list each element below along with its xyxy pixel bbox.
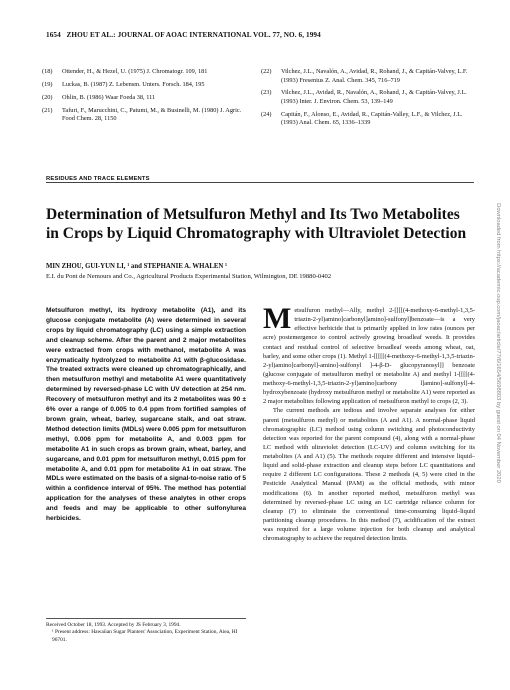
reference-item: (21) Tafuri, F., Marucchini, C., Patumi, M., & Businelli, M. (1980) J. Agric. Food Chem. 28, 1150 xyxy=(42,106,242,123)
authors: MIN ZHOU, GUI-YUN LI, ¹ and STEPHANIE A. WHALEN ¹ xyxy=(46,263,228,270)
footnote-divider xyxy=(46,618,246,619)
article-title: Determination of Metsulfuron Methyl and Its Two Metabolites in Crops by Liquid Chromatography with Ultraviolet Detection xyxy=(46,206,467,242)
reference-item: (22) Vilchez, J.L., Navalón, A., Avidad, R., Rohand, J., & Capitán-Valvey, L.F. (1993) Fresenius Z. Anal. Chem. 345, 716–719 xyxy=(261,68,468,84)
download-watermark-text: Downloaded from https://academic.oup.com/jaoac/article/77/6/1654/5698803 by guest on 04 November 2020 xyxy=(495,203,501,483)
journal-line: ZHOU ET AL.: JOURNAL OF AOAC INTERNATIONAL VOL. 77, NO. 6, 1994 xyxy=(66,31,321,39)
footnote xyxy=(46,622,246,644)
affiliation: E.I. du Pont de Nemours and Co., Agricultural Products Experimental Station, Wilmington, DE 19880-0402 xyxy=(46,273,332,280)
intro-paragraph: Metsulfuron methyl—Ally, methyl 2-[[[[(4-methoxy-6-methyl-1,3,5-triazin-2-yl)amino]carbonyl]amino]-sulfonyl]benzoate—is a very effective herbicide that is primarily applied in low rates (ounces per acre) postemergence to control actively growing broadleaf weeds. It provides contact and residual control of selective broadleaf weeds among wheat, oat, barley, and some other crops (1). Methyl 1-[[[[[(4-methoxy-6-methyl-1,3,5-triazin-2-yl)amino]carbonyl]-amino]-sulfonyl ]-4-β-D- glucopyranosyl]] benzoate (glucose conjugate of metsulfuron methyl or metabolite A) and methyl 1-[[[[(4-methoxy-6-methyl-1,3,5-triazin-2-yl)amino]carbony l]amino]-sulfonyl]-4-hydroxybenzoate (hydroxy metsulfuron methyl or metabolite A1) were reported as 2 major metabolites following application of metsulfuron methyl to crops (2, 3). xyxy=(263,302,476,406)
body-text xyxy=(263,302,476,543)
reference-item: (24) Capitán, F., Alonso, E., Avidad, R., Capitán-Valley, L.F., & Vilchez, J.L. (1993) Anal. Chem. 65, 1336–1339 xyxy=(261,110,463,127)
references-left-column xyxy=(42,68,247,128)
present-address-note: ¹ Present address: Hawaiian Sugar Planters' Association, Experiment Station, Aiea, HI 96701. xyxy=(52,629,238,643)
abstract: Metsulfuron methyl, its hydroxy metabolite (A1), and its glucose conjugate metabolite (A) were determined in several crops by liquid chromatography (LC) using a simple extraction and cleanup scheme. After the parent and 2 major metabolites were extracted from crops with methanol, metabolite A was enzymatically hydrolyzed to metabolite A1 with β-glucosidase. The treated extracts were cleaned up chromatographically, and then metsulfuron methyl and metabolite A1 were quantitatively determined by reversed-phase LC with UV detection at 254 nm. Recovery of metsulfuron methyl and its 2 metabolites was 90 ± 6% over a range of 0.005 to 0.4 ppm from fortified samples of brown grain, wheat, barley, sugarcane stalk, and oat straw. Method detection limits (MDLs) were 0.005 ppm for metsulfuron methyl, 0.006 ppm for metabolite A, and 0.003 ppm for metabolite A1 in such crops as brown grain, wheat, barley, and sugarcane, and 0.01 ppm for metsulfuron methyl, 0.015 ppm for metabolite A, and 0.01 ppm for metabolite A1 in oat straw. The MDLs were estimated on the basis of a signal-to-noise ratio of 5 within a confidence interval of 95%. The method has potential application for the analyses of these analytes in other crops and feeds and may be applicable to other sulfonylurea herbicides. xyxy=(46,307,246,523)
references-right-column xyxy=(261,68,476,132)
reference-item: (23) Vilchez, J.L., Avidad, R., Navalón, A., Rohand, J., & Capitán-Valvey, J.L. (1993) Inter. J. Environ. Chem. 53, 139–149 xyxy=(261,89,467,105)
reference-item: (20) Ohlin, B. (1986) Waar Foeda 38, 111 xyxy=(42,93,156,101)
section-label: RESIDUES AND TRACE ELEMENTS xyxy=(46,176,154,182)
reference-item: (19) Luckas, B. (1987) Z. Lebensm. Unters. Forsch. 184, 195 xyxy=(42,80,205,88)
drop-cap: M xyxy=(263,302,292,335)
methods-paragraph: The current methods are tedious and involve separate analyses for either parent (metsulfuron methyl) or metabolites (A and A1). A normal-phase liquid chromatographic (LC) method using column switching and photoconductivity detection was reported for the parent compound (4), along with a normal-phase LC method with ultraviolet detection (LC-UV) and column switching for its metabolites (A and A1) (5). The methods require different and intensive liquid–liquid and solid-phase extraction and cleanup steps before LC quantitations and require 2 different LC configurations. These 2 methods (4, 5) were cited in the Pesticide Analytical Manual (PAM) as the official methods, with minor modifications (6). In another reported method, metsulfuron methyl was determined by reversed-phase LC using an LC cartridge reliance column for cleanup (7) to eliminate the conventional time-consuming liquid–liquid partitioning cleanup procedures. In this method (7), acidification of the extract was required for a large volume injection for both cleanup and analytical chromatography to achieve the required detection limits. xyxy=(263,407,475,543)
reference-item: (18) Ottender, H., & Hezel, U. (1975) J. Chromatogr. 109, 181 xyxy=(42,68,208,75)
download-watermark xyxy=(493,183,503,503)
running-header xyxy=(46,31,321,39)
received-date: Received October 18, 1993. Accepted by JS February 3, 1994. xyxy=(46,622,181,628)
page-number: 1654 xyxy=(46,31,61,39)
section-divider xyxy=(46,182,474,183)
